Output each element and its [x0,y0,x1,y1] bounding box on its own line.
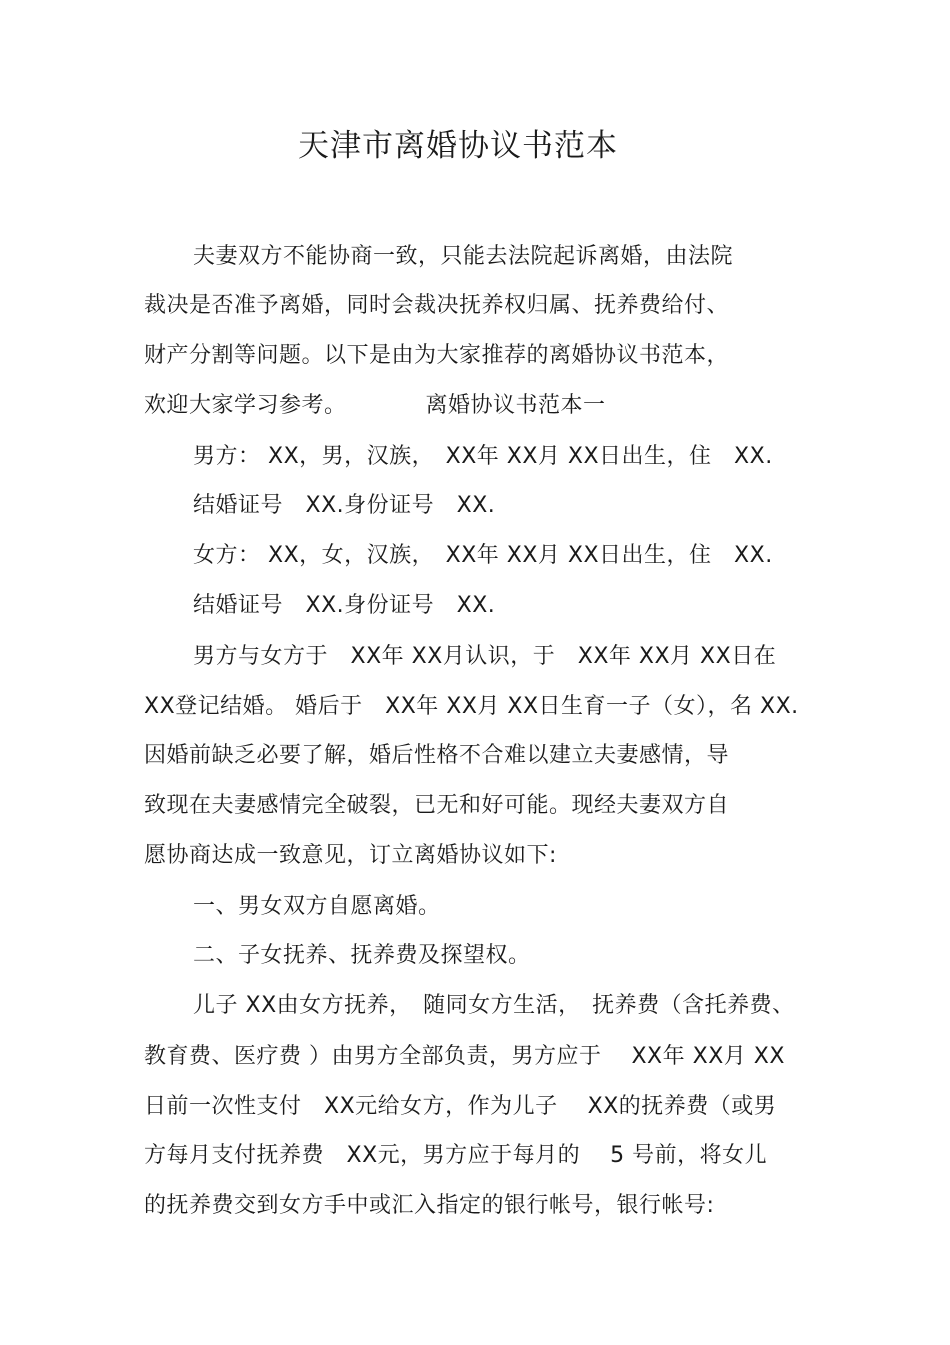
body-line: 的抚养费交到女方手中或汇入指定的银行帐号，银行帐号: [144,1193,715,1218]
body-line: 裁决是否准予离婚，同时会裁决抚养权归属、抚养费给付、 [144,293,730,318]
body-line: XX登记结婚。 婚后于 XX年 XX月 XX日生育一子（女），名 XX. [144,694,799,719]
body-line: 结婚证号 XX.身份证号 XX. [193,493,496,518]
body-line: 夫妻双方不能协商一致，只能去法院起诉离婚，由法院 [193,244,734,269]
body-line: 方每月支付抚养费 XX元，男方应于每月的 5 号前，将女儿 [144,1143,768,1168]
body-line: 愿协商达成一致意见，订立离婚协议如下: [144,843,557,868]
body-line: 儿子 XX由女方抚养， 随同女方生活， 抚养费（含托养费、 [193,993,795,1018]
body-line: 因婚前缺乏必要了解，婚后性格不合难以建立夫妻感情，导 [144,743,730,768]
body-line: 结婚证号 XX.身份证号 XX. [193,593,496,618]
body-line: 教育费、医疗费 ）由男方全部负责，男方应于 XX年 XX月 XX [144,1044,785,1069]
body-line: 日前一次性支付 XX元给女方，作为儿子 XX的抚养费（或男 [144,1094,777,1119]
body-line: 欢迎大家学习参考。 离婚协议书范本一 [144,393,606,418]
body-line: 男方与女方于 XX年 XX月认识，于 XX年 XX月 XX日在 [193,644,777,669]
body-line: 致现在夫妻感情完全破裂，已无和好可能。现经夫妻双方自 [144,793,730,818]
body-line: 女方： XX，女，汉族， XX年 XX月 XX日出生，住 XX. [193,543,773,568]
body-line: 一、男女双方自愿离婚。 [193,894,441,919]
body-line: 男方： XX，男，汉族， XX年 XX月 XX日出生，住 XX. [193,444,773,469]
document-title: 天津市离婚协议书范本 [298,128,618,164]
body-line: 二、子女抚养、抚养费及探望权。 [193,943,531,968]
body-line: 财产分割等问题。以下是由为大家推荐的离婚协议书范本， [144,343,730,368]
